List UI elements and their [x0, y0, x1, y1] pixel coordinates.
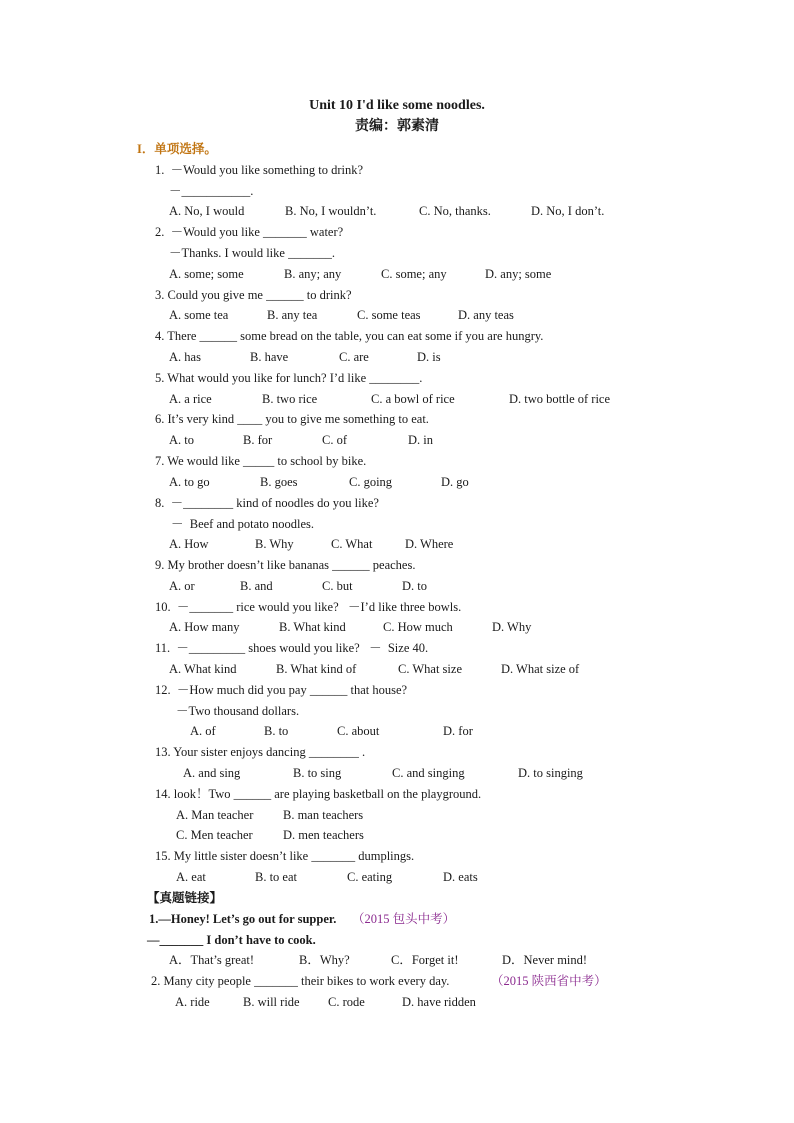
q3-option-a: A. some tea: [169, 308, 229, 322]
q9-option-a: A. or: [169, 579, 195, 593]
question-12-reply: －Two thousand dollars.: [176, 704, 300, 718]
q1-option-a: A. No, I would: [169, 204, 245, 218]
q1-option-d: D. No, I don’t.: [531, 204, 605, 218]
q4-option-b: B. have: [250, 350, 289, 364]
q5-option-a: A. a rice: [169, 392, 212, 406]
question-1: 1. －Would you like something to drink?: [155, 163, 364, 177]
q3-option-b: B. any tea: [267, 308, 318, 322]
q14-option-c: C. Men teacher: [176, 828, 253, 842]
q7-option-d: D. go: [441, 475, 469, 489]
q3-option-c: C. some teas: [357, 308, 421, 322]
q11-option-b: B. What kind of: [276, 662, 357, 676]
q4-option-d: D. is: [417, 350, 441, 364]
q6-option-d: D. in: [408, 433, 433, 447]
q15-option-d: D. eats: [443, 870, 478, 884]
q8-option-b: B. Why: [255, 537, 294, 551]
q12-option-d: D. for: [443, 724, 473, 738]
q13-option-a: A. and sing: [183, 766, 241, 780]
q5-option-b: B. two rice: [262, 392, 318, 406]
q14-option-b: B. man teachers: [283, 808, 364, 822]
section-heading-single-choice: I．单项选择。: [137, 142, 217, 156]
q12-option-b: B. to: [264, 724, 289, 738]
q5-option-c: C. a bowl of rice: [371, 392, 455, 406]
q11-option-d: D. What size of: [501, 662, 580, 676]
q7-option-a: A. to go: [169, 475, 210, 489]
q10-option-c: C. How much: [383, 620, 453, 634]
question-13: 13. Your sister enjoys dancing ________ .: [155, 745, 366, 759]
q8-option-c: C. What: [331, 537, 373, 551]
q15-option-a: A. eat: [176, 870, 206, 884]
q14-option-d: D. men teachers: [283, 828, 364, 842]
q2-option-b: B. any; any: [284, 267, 342, 281]
q13-option-b: B. to sing: [293, 766, 342, 780]
q12-option-c: C. about: [337, 724, 380, 738]
exam-q1-option-d: D．Never mind!: [502, 953, 588, 967]
exam-q2-option-a: A. ride: [175, 995, 210, 1009]
exam-q1-option-b: B．Why?: [299, 953, 350, 967]
question-6: 6. It’s very kind ____ you to give me something to eat.: [155, 412, 429, 426]
exam-q1-option-c: C．Forget it!: [391, 953, 459, 967]
q8-option-a: A. How: [169, 537, 209, 551]
exam-question-2-source: （2015 陕西省中考）: [491, 974, 607, 988]
exam-q2-option-b: B. will ride: [243, 995, 300, 1009]
q9-option-d: D. to: [402, 579, 427, 593]
q10-option-a: A. How many: [169, 620, 240, 634]
q10-option-b: B. What kind: [279, 620, 346, 634]
question-9: 9. My brother doesn’t like bananas ______ peaches.: [155, 558, 416, 572]
q2-option-a: A. some; some: [169, 267, 244, 281]
section-heading-exam-links: 【真题链接】: [147, 891, 223, 905]
q12-option-a: A. of: [190, 724, 216, 738]
q6-option-c: C. of: [322, 433, 347, 447]
question-10: 10. －_______ rice would you like? －I’d like three bowls.: [155, 600, 462, 614]
question-5: 5. What would you like for lunch? I’d like ________.: [155, 371, 423, 385]
question-15: 15. My little sister doesn’t like _______ dumplings.: [155, 849, 415, 863]
q3-option-d: D. any teas: [458, 308, 514, 322]
question-1-answer-line: －___________.: [169, 184, 254, 198]
q2-option-d: D. any; some: [485, 267, 552, 281]
q11-option-a: A. What kind: [169, 662, 237, 676]
exam-q2-option-d: D. have ridden: [402, 995, 476, 1009]
q15-option-b: B. to eat: [255, 870, 298, 884]
question-2: 2. －Would you like _______ water?: [155, 225, 344, 239]
q14-option-a: A. Man teacher: [176, 808, 254, 822]
q8-option-d: D. Where: [405, 537, 454, 551]
editor-line: 责编：郭素清: [355, 119, 439, 134]
exam-question-2: 2. Many city people _______ their bikes to work every day.: [151, 974, 450, 988]
question-2-reply: －Thanks. I would like _______.: [169, 246, 335, 260]
question-8: 8. －________ kind of noodles do you like?: [155, 496, 379, 510]
question-7: 7. We would like _____ to school by bike.: [155, 454, 367, 468]
q10-option-d: D. Why: [492, 620, 532, 634]
exam-question-1: 1.—Honey! Let’s go out for supper.: [149, 912, 337, 926]
q13-option-c: C. and singing: [392, 766, 465, 780]
question-11: 11. －_________ shoes would you like? － Size 40.: [155, 641, 429, 655]
exam-q1-option-a: A．That’s great!: [169, 953, 255, 967]
exam-question-1-source: （2015 包头中考）: [352, 912, 456, 926]
q2-option-c: C. some; any: [381, 267, 447, 281]
question-3: 3. Could you give me ______ to drink?: [155, 288, 352, 302]
q9-option-b: B. and: [240, 579, 273, 593]
q4-option-c: C. are: [339, 350, 369, 364]
q6-option-a: A. to: [169, 433, 194, 447]
question-8-reply: － Beef and potato noodles.: [171, 517, 315, 531]
q13-option-d: D. to singing: [518, 766, 583, 780]
q6-option-b: B. for: [243, 433, 273, 447]
q1-option-c: C. No, thanks.: [419, 204, 491, 218]
q15-option-c: C. eating: [347, 870, 393, 884]
q11-option-c: C. What size: [398, 662, 462, 676]
q7-option-b: B. goes: [260, 475, 298, 489]
question-14: 14. look！Two ______ are playing basketball on the playground.: [155, 787, 482, 801]
page-title: Unit 10 I'd like some noodles.: [309, 98, 485, 113]
q9-option-c: C. but: [322, 579, 353, 593]
exam-q2-option-c: C. rode: [328, 995, 365, 1009]
q5-option-d: D. two bottle of rice: [509, 392, 611, 406]
q1-option-b: B. No, I wouldn’t.: [285, 204, 377, 218]
q4-option-a: A. has: [169, 350, 201, 364]
exam-question-1-reply: —_______ I don’t have to cook.: [147, 933, 316, 947]
question-4: 4. There ______ some bread on the table, you can eat some if you are hungry.: [155, 329, 544, 343]
question-12: 12. －How much did you pay ______ that house?: [155, 683, 408, 697]
q7-option-c: C. going: [349, 475, 393, 489]
